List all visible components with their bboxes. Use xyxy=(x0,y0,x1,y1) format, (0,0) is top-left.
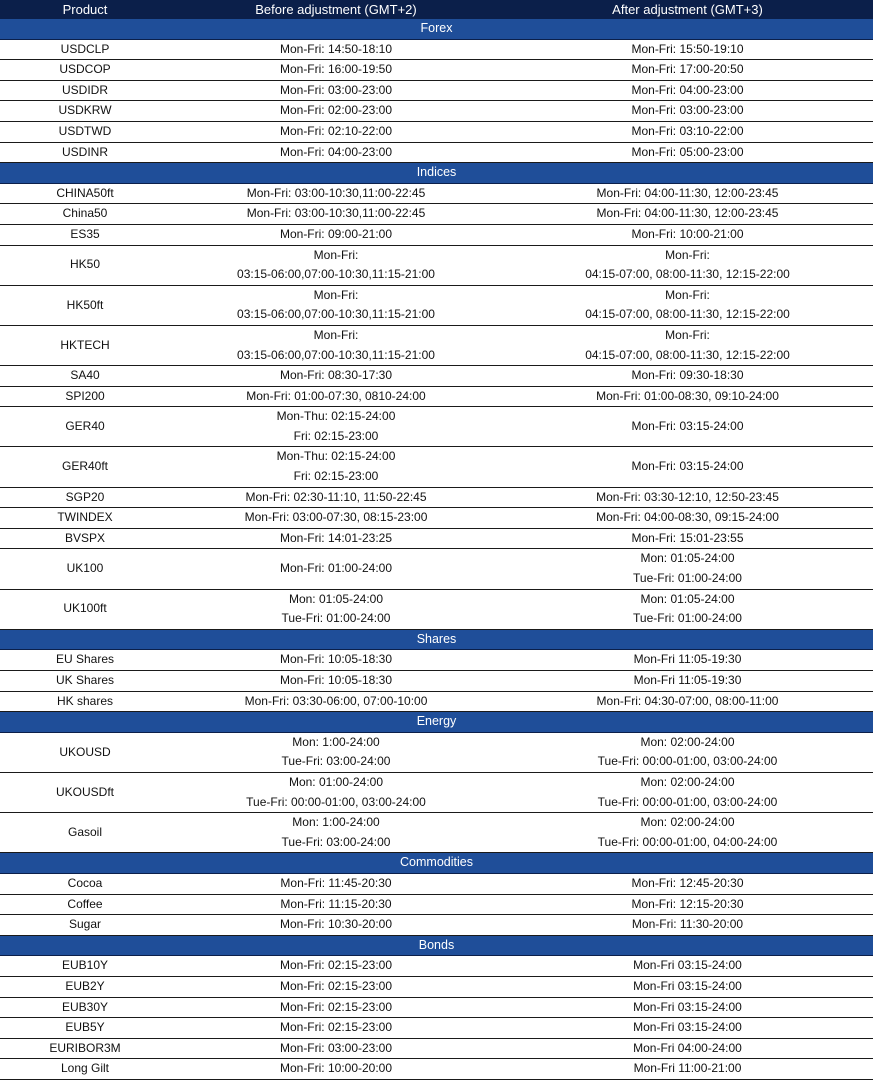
after-hours-line: Mon-Fri: 01:00-08:30, 09:10-24:00 xyxy=(596,388,779,403)
product-cell: UKOUSDft xyxy=(0,772,170,812)
before-hours-cell xyxy=(170,183,502,204)
before-hours-cell xyxy=(170,285,502,325)
before-hours-line: Mon-Fri: 08:30-17:30 xyxy=(279,368,393,383)
table-header xyxy=(0,0,873,19)
before-hours-line: Mon-Fri: 10:05-18:30 xyxy=(279,673,393,687)
after-hours-line: Mon-Fri: 09:30-18:30 xyxy=(631,368,744,383)
after-hours-line: Mon-Fri: 17:00-20:50 xyxy=(631,62,744,77)
header-product: Product xyxy=(0,0,170,19)
product-cell: HKTECH xyxy=(0,325,170,365)
section-title: Energy xyxy=(0,712,873,733)
before-hours-line: Mon-Fri: 11:45-20:30 xyxy=(280,875,392,890)
before-hours-line: Fri: 02:15-23:00 xyxy=(293,428,379,443)
section-title: Forex xyxy=(0,19,873,39)
after-hours-cell xyxy=(502,386,873,407)
before-hours-line: 03:15-06:00,07:00-10:30,11:15-21:00 xyxy=(237,267,435,282)
table-row xyxy=(0,386,873,407)
after-hours-line: Mon: 01:05-24:00 xyxy=(640,551,735,566)
table-row xyxy=(0,60,873,81)
before-hours-line: Mon-Fri: 01:00-24:00 xyxy=(279,561,393,576)
before-hours-line: Tue-Fri: 00:00-01:00, 03:00-24:00 xyxy=(246,794,426,809)
product-cell: BVSPX xyxy=(0,528,170,549)
product-cell: USDCLP xyxy=(0,39,170,60)
before-hours-line: Mon: 1:00-24:00 xyxy=(292,734,380,749)
table-row xyxy=(0,407,873,447)
before-hours-cell xyxy=(170,224,502,245)
table-row xyxy=(0,101,873,122)
before-hours-line: Mon-Fri: 02:15-23:00 xyxy=(279,978,393,993)
product-cell: UK100ft xyxy=(0,589,170,629)
table-row xyxy=(0,245,873,285)
table-row xyxy=(0,691,873,712)
table-row xyxy=(0,873,873,894)
before-hours-line: Tue-Fri: 03:00-24:00 xyxy=(281,754,391,769)
before-hours-line: Tue-Fri: 03:00-24:00 xyxy=(281,834,391,849)
before-hours-cell xyxy=(170,813,502,853)
product-cell: SA40 xyxy=(0,366,170,387)
after-hours-cell xyxy=(502,873,873,894)
before-hours-cell xyxy=(170,772,502,812)
before-hours-cell xyxy=(170,101,502,122)
before-hours-cell xyxy=(170,60,502,81)
before-hours-line: Mon-Thu: 02:15-24:00 xyxy=(276,449,396,464)
after-hours-cell xyxy=(502,528,873,549)
table-row xyxy=(0,285,873,325)
after-hours-line: Tue-Fri: 00:00-01:00, 03:00-24:00 xyxy=(597,794,778,809)
after-hours-cell xyxy=(502,956,873,977)
after-hours-cell xyxy=(502,589,873,629)
after-hours-cell xyxy=(502,204,873,225)
after-hours-line: Mon-Fri: 04:00-11:30, 12:00-23:45 xyxy=(596,185,779,200)
product-cell: EUB30Y xyxy=(0,997,170,1018)
after-hours-cell xyxy=(502,183,873,204)
before-hours-line: Fri: 02:15-23:00 xyxy=(293,469,379,484)
after-hours-line: Mon-Fri: 03:15-24:00 xyxy=(631,459,744,474)
after-hours-cell xyxy=(502,366,873,387)
before-hours-line: Mon: 1:00-24:00 xyxy=(292,815,380,830)
product-cell: China50 xyxy=(0,204,170,225)
before-hours-line: Mon-Fri: 16:00-19:50 xyxy=(279,62,393,77)
before-hours-line: 03:15-06:00,07:00-10:30,11:15-21:00 xyxy=(237,307,435,322)
before-hours-cell xyxy=(170,894,502,915)
after-hours-line: Mon-Fri 03:15-24:00 xyxy=(633,978,742,993)
before-hours-line: Mon-Fri: 10:05-18:30 xyxy=(279,652,393,667)
after-hours-line: Tue-Fri: 00:00-01:00, 04:00-24:00 xyxy=(597,834,778,849)
before-hours-line: Mon-Fri: 03:00-07:30, 08:15-23:00 xyxy=(244,510,428,525)
after-hours-line: Mon-Fri: 03:10-22:00 xyxy=(631,123,744,138)
before-hours-cell xyxy=(170,1018,502,1039)
before-hours-cell xyxy=(170,528,502,549)
before-hours-cell xyxy=(170,650,502,671)
table-body xyxy=(0,19,873,1079)
product-cell: Gasoil xyxy=(0,813,170,853)
after-hours-cell xyxy=(502,285,873,325)
product-cell: TWINDEX xyxy=(0,508,170,529)
section-title: Shares xyxy=(0,629,873,650)
after-hours-cell xyxy=(502,60,873,81)
after-hours-cell xyxy=(502,1038,873,1059)
table-row xyxy=(0,366,873,387)
after-hours-line: Mon-Fri: 03:15-24:00 xyxy=(631,419,744,434)
before-hours-line: Mon-Fri: 02:15-23:00 xyxy=(279,999,393,1014)
before-hours-cell xyxy=(170,386,502,407)
before-hours-line: Mon-Fri: 02:10-22:00 xyxy=(279,123,393,138)
after-hours-line: Mon: 02:00-24:00 xyxy=(640,774,735,789)
product-cell: EUB10Y xyxy=(0,956,170,977)
table-row xyxy=(0,528,873,549)
before-hours-line: Mon-Fri: 02:30-11:10, 11:50-22:45 xyxy=(245,489,427,504)
after-hours-line: Mon-Fri: xyxy=(665,287,710,302)
product-cell: EUB2Y xyxy=(0,976,170,997)
after-hours-line: Mon-Fri: 15:50-19:10 xyxy=(631,41,744,56)
after-hours-line: Mon: 02:00-24:00 xyxy=(640,815,735,830)
table-row xyxy=(0,142,873,163)
after-hours-line: Mon-Fri: 10:00-21:00 xyxy=(631,226,744,241)
product-cell: USDIDR xyxy=(0,80,170,101)
after-hours-cell xyxy=(502,39,873,60)
before-hours-line: Mon: 01:00-24:00 xyxy=(288,774,384,789)
table-row xyxy=(0,956,873,977)
before-hours-line: Mon-Fri: 03:00-10:30,11:00-22:45 xyxy=(246,206,426,221)
after-hours-line: Mon-Fri: 03:00-23:00 xyxy=(631,103,744,118)
product-cell: GER40 xyxy=(0,407,170,447)
table-row xyxy=(0,1038,873,1059)
before-hours-cell xyxy=(170,142,502,163)
after-hours-line: Mon-Fri: 04:30-07:00, 08:00-11:00 xyxy=(596,693,779,708)
after-hours-cell xyxy=(502,245,873,285)
table-row xyxy=(0,915,873,936)
before-hours-cell xyxy=(170,589,502,629)
before-hours-cell xyxy=(170,873,502,894)
header-row xyxy=(0,0,873,19)
section-title: Bonds xyxy=(0,935,873,956)
before-hours-line: Mon-Thu: 02:15-24:00 xyxy=(276,409,396,424)
before-hours-cell xyxy=(170,1059,502,1080)
before-hours-line: Mon-Fri: 03:30-06:00, 07:00-10:00 xyxy=(244,693,428,708)
after-hours-cell xyxy=(502,487,873,508)
after-hours-line: Mon-Fri 04:00-24:00 xyxy=(633,1040,742,1055)
section-title: Commodities xyxy=(0,853,873,874)
table-row xyxy=(0,80,873,101)
table-row xyxy=(0,732,873,772)
product-cell: CHINA50ft xyxy=(0,183,170,204)
table-row xyxy=(0,447,873,487)
product-cell: SPI200 xyxy=(0,386,170,407)
after-hours-line: Tue-Fri: 01:00-24:00 xyxy=(633,571,742,586)
after-hours-line: 04:15-07:00, 08:00-11:30, 12:15-22:00 xyxy=(585,307,790,322)
table-row xyxy=(0,813,873,853)
product-cell: USDCOP xyxy=(0,60,170,81)
product-cell: GER40ft xyxy=(0,447,170,487)
after-hours-line: Mon-Fri: 04:00-11:30, 12:00-23:45 xyxy=(596,206,779,221)
before-hours-cell xyxy=(170,997,502,1018)
table-row xyxy=(0,121,873,142)
after-hours-cell xyxy=(502,121,873,142)
after-hours-line: Mon-Fri: xyxy=(665,247,710,262)
before-hours-cell xyxy=(170,325,502,365)
table-row xyxy=(0,508,873,529)
after-hours-cell xyxy=(502,732,873,772)
after-hours-cell xyxy=(502,80,873,101)
product-cell: UK100 xyxy=(0,549,170,589)
table-row xyxy=(0,894,873,915)
after-hours-line: Mon: 02:00-24:00 xyxy=(640,734,735,749)
before-hours-line: Mon-Fri: 04:00-23:00 xyxy=(279,144,393,159)
table-row xyxy=(0,549,873,589)
section-header-row xyxy=(0,163,873,184)
product-cell: EU Shares xyxy=(0,650,170,671)
product-cell: USDTWD xyxy=(0,121,170,142)
before-hours-cell xyxy=(170,732,502,772)
before-hours-line: Mon-Fri: xyxy=(313,247,359,262)
after-hours-cell xyxy=(502,1059,873,1080)
before-hours-cell xyxy=(170,245,502,285)
before-hours-cell xyxy=(170,508,502,529)
before-hours-line: Mon-Fri: 02:15-23:00 xyxy=(279,958,393,973)
before-hours-cell xyxy=(170,447,502,487)
after-hours-line: Mon-Fri: 15:01-23:55 xyxy=(631,530,744,545)
after-hours-cell xyxy=(502,508,873,529)
before-hours-line: Mon-Fri: 03:00-10:30,11:00-22:45 xyxy=(246,185,426,200)
product-cell: UK Shares xyxy=(0,671,170,692)
section-title: Indices xyxy=(0,163,873,184)
after-hours-line: Mon-Fri: 04:00-08:30, 09:15-24:00 xyxy=(596,510,779,525)
product-cell: Coffee xyxy=(0,894,170,915)
after-hours-line: Mon-Fri: 11:30-20:00 xyxy=(631,917,744,932)
after-hours-cell xyxy=(502,650,873,671)
table-row xyxy=(0,589,873,629)
before-hours-cell xyxy=(170,204,502,225)
table-row xyxy=(0,1059,873,1080)
before-hours-line: Mon-Fri: 14:50-18:10 xyxy=(279,41,393,56)
product-cell: HK shares xyxy=(0,691,170,712)
before-hours-line: Mon-Fri: xyxy=(313,287,359,302)
before-hours-line: Mon-Fri: 02:15-23:00 xyxy=(279,1020,393,1035)
after-hours-cell xyxy=(502,224,873,245)
after-hours-cell xyxy=(502,976,873,997)
after-hours-line: Mon-Fri 11:05-19:30 xyxy=(633,673,742,687)
header-after: After adjustment (GMT+3) xyxy=(502,0,873,19)
table-row xyxy=(0,487,873,508)
after-hours-cell xyxy=(502,549,873,589)
after-hours-line: Tue-Fri: 01:00-24:00 xyxy=(633,611,742,626)
after-hours-line: Mon-Fri 11:00-21:00 xyxy=(633,1061,742,1076)
after-hours-line: Mon-Fri: 12:15-20:30 xyxy=(631,896,744,911)
after-hours-cell xyxy=(502,1018,873,1039)
before-hours-line: Mon-Fri: xyxy=(313,327,359,342)
after-hours-cell xyxy=(502,915,873,936)
before-hours-cell xyxy=(170,80,502,101)
before-hours-cell xyxy=(170,549,502,589)
after-hours-line: Mon-Fri: 12:45-20:30 xyxy=(631,875,744,890)
section-header-row xyxy=(0,712,873,733)
before-hours-cell xyxy=(170,956,502,977)
section-header-row xyxy=(0,629,873,650)
after-hours-cell xyxy=(502,671,873,692)
section-header-row xyxy=(0,853,873,874)
before-hours-line: 03:15-06:00,07:00-10:30,11:15-21:00 xyxy=(237,347,435,362)
before-hours-line: Mon-Fri: 03:00-23:00 xyxy=(279,1040,393,1055)
after-hours-line: Mon-Fri 03:15-24:00 xyxy=(633,999,742,1014)
after-hours-line: Mon-Fri 03:15-24:00 xyxy=(633,1020,742,1035)
header-before: Before adjustment (GMT+2) xyxy=(170,0,502,19)
before-hours-cell xyxy=(170,976,502,997)
table-row xyxy=(0,39,873,60)
after-hours-cell xyxy=(502,997,873,1018)
product-cell: USDINR xyxy=(0,142,170,163)
before-hours-cell xyxy=(170,121,502,142)
after-hours-line: Mon-Fri 03:15-24:00 xyxy=(633,958,742,973)
after-hours-cell xyxy=(502,325,873,365)
before-hours-cell xyxy=(170,1038,502,1059)
before-hours-cell xyxy=(170,915,502,936)
before-hours-cell xyxy=(170,671,502,692)
table-row xyxy=(0,224,873,245)
product-cell: ES35 xyxy=(0,224,170,245)
before-hours-line: Mon-Fri: 01:00-07:30, 0810-24:00 xyxy=(246,388,426,403)
table-row xyxy=(0,325,873,365)
after-hours-cell xyxy=(502,691,873,712)
product-cell: EUB5Y xyxy=(0,1018,170,1039)
before-hours-line: Mon-Fri: 14:01-23:25 xyxy=(279,530,393,545)
before-hours-line: Mon-Fri: 10:30-20:00 xyxy=(279,917,393,932)
after-hours-cell xyxy=(502,142,873,163)
after-hours-line: 04:15-07:00, 08:00-11:30, 12:15-22:00 xyxy=(585,347,790,362)
before-hours-cell xyxy=(170,39,502,60)
table-row xyxy=(0,976,873,997)
product-cell: HK50ft xyxy=(0,285,170,325)
before-hours-line: Mon-Fri: 09:00-21:00 xyxy=(279,226,393,241)
before-hours-line: Mon-Fri: 10:00-20:00 xyxy=(279,1061,393,1076)
after-hours-line: Mon-Fri 11:05-19:30 xyxy=(633,652,742,667)
table-row xyxy=(0,183,873,204)
after-hours-line: Mon-Fri: 03:30-12:10, 12:50-23:45 xyxy=(596,489,779,504)
after-hours-line: Mon: 01:05-24:00 xyxy=(640,591,735,606)
before-hours-line: Mon: 01:05-24:00 xyxy=(288,591,384,606)
after-hours-line: Tue-Fri: 00:00-01:00, 03:00-24:00 xyxy=(597,754,778,769)
after-hours-cell xyxy=(502,894,873,915)
product-cell: Cocoa xyxy=(0,873,170,894)
after-hours-line: Mon-Fri: 04:00-23:00 xyxy=(631,82,744,97)
product-cell: EURIBOR3M xyxy=(0,1038,170,1059)
before-hours-cell xyxy=(170,487,502,508)
section-header-row xyxy=(0,19,873,39)
before-hours-cell xyxy=(170,407,502,447)
after-hours-cell xyxy=(502,407,873,447)
table-row xyxy=(0,671,873,692)
table-row xyxy=(0,204,873,225)
before-hours-cell xyxy=(170,366,502,387)
product-cell: USDKRW xyxy=(0,101,170,122)
product-cell: Sugar xyxy=(0,915,170,936)
section-header-row xyxy=(0,935,873,956)
table-row xyxy=(0,650,873,671)
before-hours-cell xyxy=(170,691,502,712)
after-hours-cell xyxy=(502,447,873,487)
table-row xyxy=(0,997,873,1018)
after-hours-cell xyxy=(502,813,873,853)
table-row xyxy=(0,1018,873,1039)
after-hours-line: Mon-Fri: 05:00-23:00 xyxy=(631,144,744,159)
before-hours-line: Mon-Fri: 02:00-23:00 xyxy=(279,103,393,118)
product-cell: Long Gilt xyxy=(0,1059,170,1080)
product-cell: UKOUSD xyxy=(0,732,170,772)
before-hours-line: Mon-Fri: 03:00-23:00 xyxy=(279,82,393,97)
product-cell: SGP20 xyxy=(0,487,170,508)
after-hours-cell xyxy=(502,101,873,122)
after-hours-line: 04:15-07:00, 08:00-11:30, 12:15-22:00 xyxy=(585,267,790,282)
table-row xyxy=(0,772,873,812)
after-hours-cell xyxy=(502,772,873,812)
product-cell: HK50 xyxy=(0,245,170,285)
before-hours-line: Tue-Fri: 01:00-24:00 xyxy=(281,611,391,626)
before-hours-line: Mon-Fri: 11:15-20:30 xyxy=(280,896,392,911)
after-hours-line: Mon-Fri: xyxy=(665,327,710,342)
